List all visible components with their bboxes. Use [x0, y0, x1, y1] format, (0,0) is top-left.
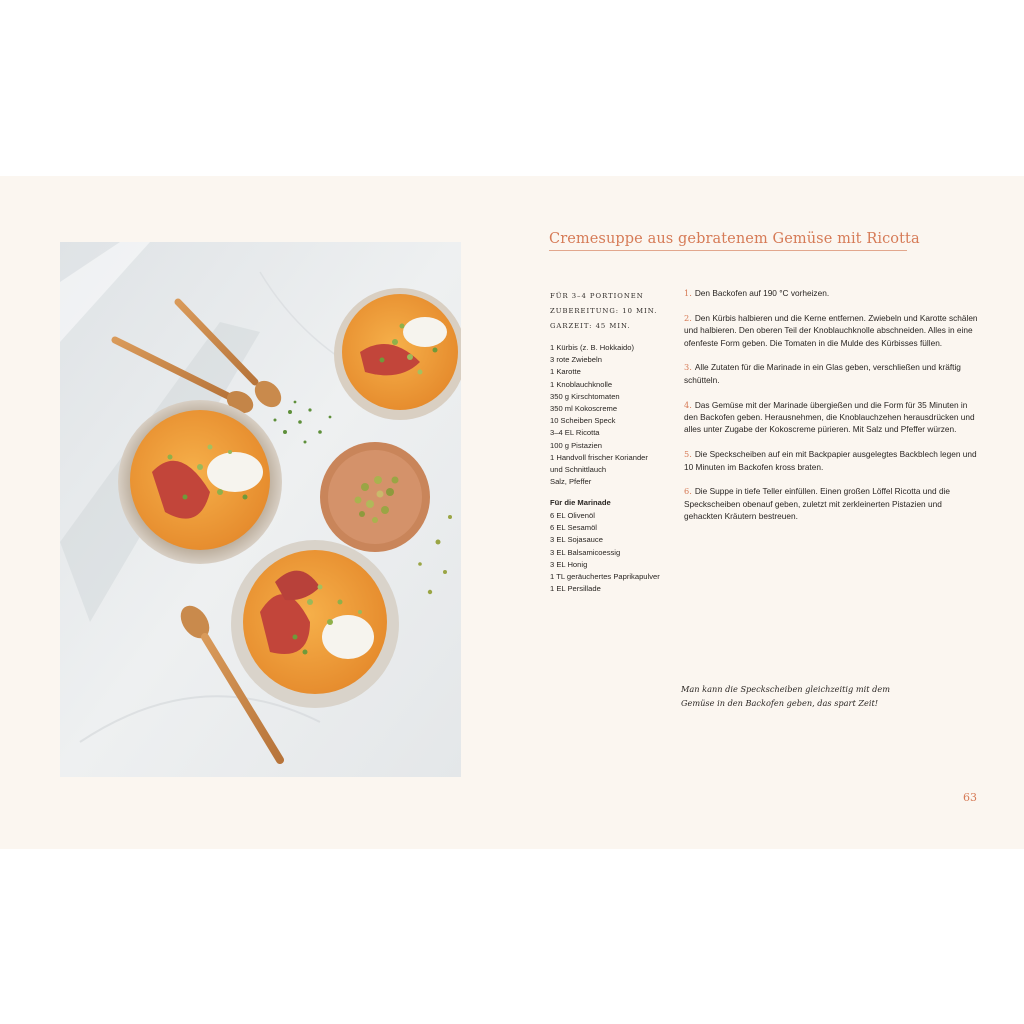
soup-bowl	[118, 400, 282, 564]
step-number: 6.	[684, 486, 692, 497]
recipe-meta	[550, 289, 675, 334]
marinade-item: 3 EL Balsamicoessig	[550, 547, 621, 557]
step	[684, 399, 982, 436]
ingredient-list	[550, 342, 660, 488]
soup-bowl	[334, 288, 461, 420]
marinade-item: 6 EL Olivenöl	[550, 511, 595, 520]
step-number: 3.	[684, 362, 692, 373]
instruction-steps	[684, 287, 982, 535]
marinade-item: 6 EL Sesamöl	[550, 523, 597, 533]
step-text: Die Suppe in tiefe Teller einfüllen. Einen großen Löffel Ricotta und die Speckscheiben obenauf geben, zuletzt mit zerkleinerten Pistazien und gehackten Kräutern bestreuen.	[684, 486, 951, 522]
marinade-item: 3 EL Sojasauce	[550, 535, 603, 545]
cook-time: GARZEIT: 45 MIN.	[550, 322, 631, 330]
step-number: 2.	[684, 312, 692, 323]
book-page	[0, 176, 1024, 849]
marinade-heading: Für die Marinade	[550, 498, 611, 507]
soup-bowl	[231, 540, 399, 708]
ingredient-item: 3 rote Zwiebeln	[550, 355, 602, 365]
food-photo	[60, 242, 461, 777]
marinade-item: 1 EL Persillade	[550, 584, 601, 594]
ingredient-item: 10 Scheiben Speck	[550, 416, 616, 426]
ingredient-item: 100 g Pistazien	[550, 440, 602, 450]
step	[684, 312, 982, 349]
ingredient-item: 1 Karotte	[550, 367, 581, 377]
recipe-title: Cremesuppe aus gebratenem Gemüse mit Ricotta	[549, 231, 920, 247]
ingredient-item: 3–4 EL Ricotta	[550, 428, 600, 438]
ingredient-item: 350 ml Kokoscreme	[550, 404, 618, 414]
marinade-item: 3 EL Honig	[550, 559, 588, 569]
title-underline	[549, 250, 907, 251]
ingredient-item: 1 Kürbis (z. B. Hokkaido)	[550, 343, 634, 352]
servings: FÜR 3–4 PORTIONEN	[550, 292, 644, 300]
step	[684, 287, 982, 299]
ingredient-item: 1 Knoblauchknolle	[550, 379, 613, 389]
page-number: 63	[963, 791, 977, 804]
step-text: Alle Zutaten für die Marinade in ein Glas geben, verschließen und kräftig schütteln.	[684, 362, 961, 385]
step-text: Den Kürbis halbieren und die Kerne entfernen. Zwiebeln und Karotte schälen und halbieren. Den oberen Teil der Knoblauchknolle abschneiden. Alles in eine ofenfeste Form geben. Die Tomaten in die Mulde des Kürbisses füllen.	[684, 312, 978, 348]
recipe-tip: Man kann die Speckscheiben gleichzeitig mit dem Gemüse in den Backofen geben, das spart Zeit!	[681, 684, 891, 709]
step-text: Das Gemüse mit der Marinade übergießen und die Form für 35 Minuten in den Backofen geben. Herausnehmen, die Knoblauchzehen herausdrücken und alles unter Zugabe der Kokoscreme pürieren. Mit Salz und Pfeffer würzen.	[684, 399, 975, 435]
step	[684, 448, 982, 473]
step	[684, 361, 982, 386]
prep-time: ZUBEREITUNG: 10 MIN.	[550, 307, 658, 315]
step-text: Den Backofen auf 190 °C vorheizen.	[694, 288, 830, 298]
pistachio-bowl	[320, 442, 430, 552]
ingredient-item: 1 Handvoll frischer Koriander und Schnittlauch	[550, 452, 648, 475]
step-text: Die Speckscheiben auf ein mit Backpapier ausgelegtes Backblech legen und 10 Minuten im Backofen kross braten.	[684, 449, 977, 472]
marinade-item: 1 TL geräuchertes Paprikapulver	[550, 572, 660, 582]
ingredient-item: 350 g Kirschtomaten	[550, 391, 620, 401]
step	[684, 485, 982, 522]
ingredient-item: Salz, Pfeffer	[550, 477, 592, 487]
step-number: 1.	[684, 288, 692, 298]
marinade-list	[550, 510, 660, 595]
step-number: 4.	[684, 399, 692, 410]
step-number: 5.	[684, 449, 692, 460]
